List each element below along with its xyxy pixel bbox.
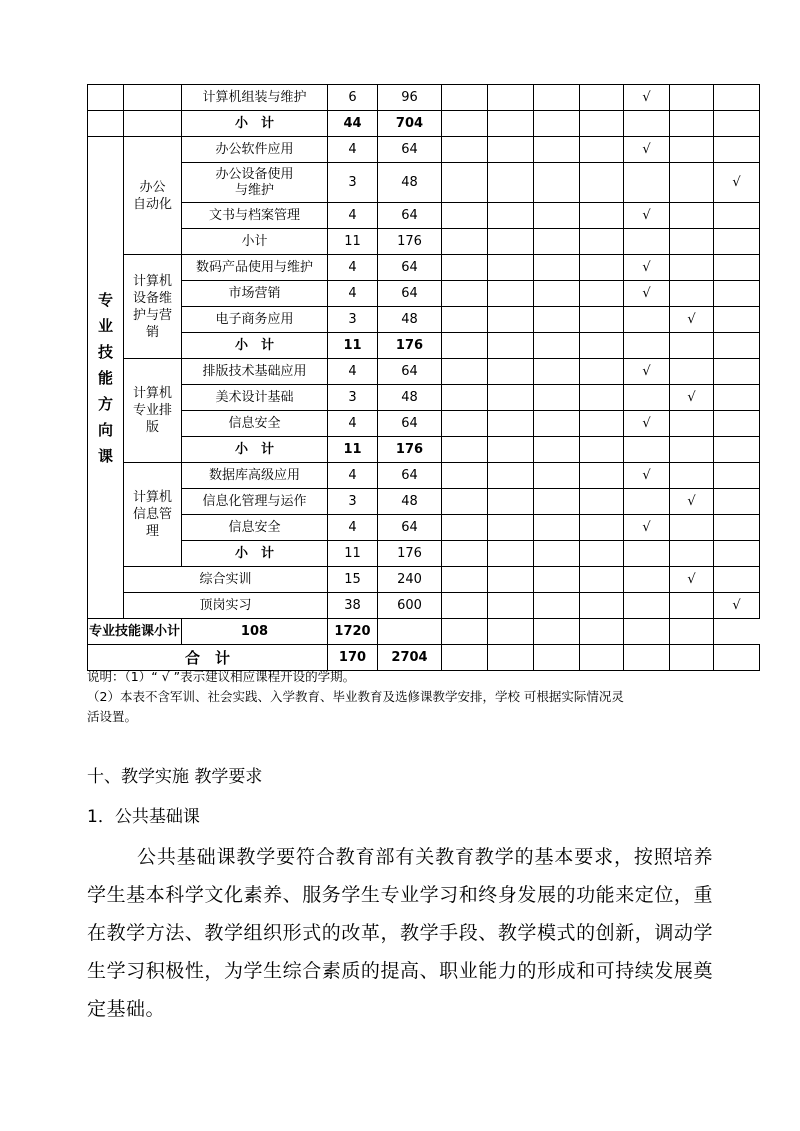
check-mark: √ xyxy=(714,593,760,619)
credit-cell: 170 xyxy=(328,645,378,671)
table-row xyxy=(88,229,760,255)
hours-cell: 176 xyxy=(378,333,442,359)
hours-cell: 240 xyxy=(378,567,442,593)
table-row xyxy=(88,137,760,163)
course-name: 办公软件应用 xyxy=(182,137,328,163)
section-heading: 十、教学实施 教学要求 xyxy=(87,767,263,787)
hours-cell: 176 xyxy=(378,229,442,255)
credit-cell: 3 xyxy=(328,385,378,411)
check-mark: √ xyxy=(670,307,714,333)
hours-cell: 96 xyxy=(378,85,442,111)
hours-cell: 48 xyxy=(378,385,442,411)
table-row xyxy=(88,85,760,111)
group-label-typesetting: 计算机 专业排 版 xyxy=(124,359,182,463)
hours-cell: 48 xyxy=(378,489,442,515)
table-row xyxy=(88,437,760,463)
course-name: 信息安全 xyxy=(182,411,328,437)
subtotal-label: 小 计 xyxy=(182,541,328,567)
table-row xyxy=(88,333,760,359)
table-row xyxy=(88,489,760,515)
hours-cell: 1720 xyxy=(328,619,378,645)
credit-cell: 44 xyxy=(328,111,378,137)
table-row xyxy=(88,163,760,203)
table-note-1: 说明：（1）“ √ ”表示建议相应课程开设的学期。 xyxy=(87,669,356,684)
table-cell xyxy=(124,111,182,137)
table-cell xyxy=(88,85,124,111)
curriculum-table xyxy=(87,84,760,671)
table-row xyxy=(88,541,760,567)
credit-cell: 4 xyxy=(328,515,378,541)
credit-cell: 4 xyxy=(328,203,378,229)
subtotal-label: 小 计 xyxy=(182,333,328,359)
table-row xyxy=(88,593,760,619)
table-row xyxy=(88,255,760,281)
credit-cell: 4 xyxy=(328,463,378,489)
course-name: 文书与档案管理 xyxy=(182,203,328,229)
credit-cell: 3 xyxy=(328,307,378,333)
table-note-3: 活设置。 xyxy=(87,709,138,724)
course-name: 电子商务应用 xyxy=(182,307,328,333)
hours-cell: 64 xyxy=(378,203,442,229)
table-row xyxy=(88,567,760,593)
table-row xyxy=(88,515,760,541)
body-paragraph: 公共基础课教学要符合教育部有关教育教学的基本要求，按照培养学生基本科学文化素养、服务学生专业学习和终身发展的功能来定位，重在教学方法、教学组织形式的改革，教学手段、教学模式的创新，调动学生学习积极性，为学生综合素质的提高、职业能力的形成和可持续发展奠定基础。 xyxy=(87,846,713,1020)
hours-cell: 64 xyxy=(378,411,442,437)
hours-cell: 704 xyxy=(378,111,442,137)
credit-cell: 3 xyxy=(328,489,378,515)
table-row xyxy=(88,619,760,645)
check-mark: √ xyxy=(670,385,714,411)
course-name: 信息化管理与运作 xyxy=(182,489,328,515)
check-mark: √ xyxy=(624,515,670,541)
subtotal-label: 小 计 xyxy=(182,437,328,463)
credit-cell: 11 xyxy=(328,541,378,567)
course-name: 信息安全 xyxy=(182,515,328,541)
hours-cell: 64 xyxy=(378,463,442,489)
course-name: 排版技术基础应用 xyxy=(182,359,328,385)
credit-cell: 4 xyxy=(328,255,378,281)
table-cell xyxy=(88,111,124,137)
course-name: 数码产品使用与维护 xyxy=(182,255,328,281)
check-mark: √ xyxy=(624,85,670,111)
hours-cell: 176 xyxy=(378,541,442,567)
table-row xyxy=(88,203,760,229)
credit-cell: 11 xyxy=(328,437,378,463)
check-mark: √ xyxy=(624,281,670,307)
course-name: 顶岗实习 xyxy=(124,593,328,619)
hours-cell: 64 xyxy=(378,281,442,307)
course-name: 办公设备使用 与维护 xyxy=(182,163,328,203)
hours-cell: 600 xyxy=(378,593,442,619)
group-label-infomgmt: 计算机 信息管 理 xyxy=(124,463,182,567)
credit-cell: 4 xyxy=(328,411,378,437)
course-name: 市场营销 xyxy=(182,281,328,307)
course-name: 综合实训 xyxy=(124,567,328,593)
table-row xyxy=(88,307,760,333)
hours-cell: 48 xyxy=(378,163,442,203)
hours-cell: 64 xyxy=(378,255,442,281)
check-mark: √ xyxy=(624,359,670,385)
credit-cell: 11 xyxy=(328,333,378,359)
skills-subtotal-label: 专业技能课小计 xyxy=(88,619,182,645)
check-mark: √ xyxy=(624,463,670,489)
group-label-office: 办公 自动化 xyxy=(124,137,182,255)
subtotal-label: 小计 xyxy=(182,229,328,255)
hours-cell: 176 xyxy=(378,437,442,463)
hours-cell: 64 xyxy=(378,137,442,163)
subsection-heading: 1．公共基础课 xyxy=(87,807,200,827)
hours-cell: 64 xyxy=(378,359,442,385)
check-mark: √ xyxy=(624,255,670,281)
table-row xyxy=(88,385,760,411)
credit-cell: 4 xyxy=(328,137,378,163)
table-row xyxy=(88,411,760,437)
check-mark: √ xyxy=(714,163,760,203)
grand-total-label: 合 计 xyxy=(88,645,328,671)
check-mark: √ xyxy=(624,137,670,163)
check-mark: √ xyxy=(670,489,714,515)
credit-cell: 6 xyxy=(328,85,378,111)
hours-cell: 2704 xyxy=(378,645,442,671)
table-cell xyxy=(124,85,182,111)
hours-cell: 64 xyxy=(378,515,442,541)
table-row xyxy=(88,463,760,489)
check-mark: √ xyxy=(670,567,714,593)
table-note-2: （2）本表不含军训、社会实践、入学教育、毕业教育及选修课教学安排，学校 可根据实际情况灵 xyxy=(87,689,624,704)
credit-cell: 3 xyxy=(328,163,378,203)
table-row xyxy=(88,359,760,385)
credit-cell: 38 xyxy=(328,593,378,619)
course-name: 美术设计基础 xyxy=(182,385,328,411)
credit-cell: 4 xyxy=(328,281,378,307)
credit-cell: 15 xyxy=(328,567,378,593)
subtotal-label: 小 计 xyxy=(182,111,328,137)
hours-cell: 48 xyxy=(378,307,442,333)
credit-cell: 11 xyxy=(328,229,378,255)
table-row xyxy=(88,111,760,137)
course-name: 计算机组装与维护 xyxy=(182,85,328,111)
credit-cell: 4 xyxy=(328,359,378,385)
group-label-maintenance: 计算机 设备维 护与营 销 xyxy=(124,255,182,359)
check-mark: √ xyxy=(624,411,670,437)
course-name: 数据库高级应用 xyxy=(182,463,328,489)
credit-cell: 108 xyxy=(182,619,328,645)
area-label-cell: 专 业 技 能 方 向 课 xyxy=(88,137,124,619)
check-mark: √ xyxy=(624,203,670,229)
table-row xyxy=(88,281,760,307)
